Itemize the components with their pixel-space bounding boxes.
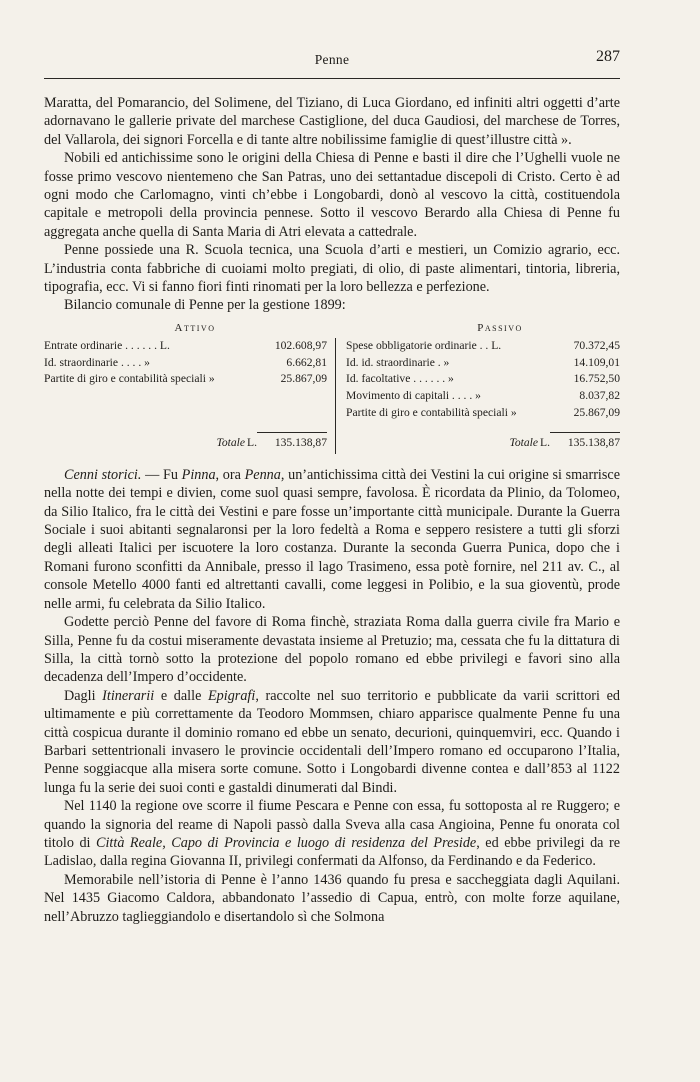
attivo-column [44,338,336,454]
name-penna: Penna [244,466,281,483]
attivo-row-amount: 102.608,97 [274,338,327,352]
page-number: 287 [596,48,620,65]
ancient-name-pinna: Pinna [181,466,216,483]
attivo-row-label: Partite di giro e contabilità speciali » [44,372,215,386]
passivo-total-label: Totale [509,435,539,449]
budget-table [44,319,620,454]
passivo-total [346,432,620,454]
text-run: , raccolte nel suo territorio e pubblicate da varii scrittori ed ultimamente e più correttamente da Teodoro Mommsen, chiaro apparisce qualmente Penne fu una città cospicua durante il dominio romano ed ebbe un senato, decurioni, quinquemviri, ecc. Quando i Barbari settentrionali invasero le provincie occidentali dell’Impero romano ed occuparono l’Italia, Penne soggiacque alla misera sorte comune. Sotto i Longobardi divenne contea e dall’853 al 1122 lunga fu la serie dei suoi conti e gastaldi dinumerati dal Bindi. [44,687,620,796]
passivo-row [346,405,620,422]
passivo-row-amount: 16.752,50 [573,372,620,386]
attivo-total-unit: L. [247,435,257,449]
itinerarii-title: Itinerarii [102,687,155,704]
paragraph-1: Maratta, del Pomarancio, del Solimene, del Tiziano, di Luca Giordano, ed infiniti altri oggetti d’arte adornavano le gallerie private del marchese Castiglione, del duca Gaudiosi, del marchese de Torres, del Vallarola, dei signori Forcella e di tante altre nobilissime famiglie di quest’illustre città ». [44,95,620,148]
budget-column-headers [44,319,620,338]
paragraph-8 [44,797,620,871]
text-run: Dagli [64,687,103,704]
paragraph-3: Penne possiede una R. Scuola tecnica, una Scuola d’arti e mestieri, un Comizio agrario, ecc. L’industria conta fabbriche di cuoiami molto pregiati, di olio, di paste alimentari, tintoria, libreria, tipografia, ecc. Vi si fanno fiori finti rinomati per la loro bellezza e perfezione. [44,242,620,296]
paragraph-cenni-storici [44,466,620,613]
passivo-row [346,388,620,405]
passivo-total-unit: L. [540,435,550,449]
section-lead: Cenni storici. [64,466,142,483]
text-run: , ora [215,466,245,483]
attivo-total [44,432,327,454]
attivo-row-label: Entrate ordinarie . . . . . . L. [44,338,170,352]
passivo-row [346,355,620,372]
attivo-row-amount: 6.662,81 [286,355,327,369]
body-text [44,94,620,926]
passivo-total-amount: 135.138,87 [567,435,620,449]
passivo-row-amount: 8.037,82 [579,389,620,403]
attivo-row [44,371,327,388]
text-run: — Fu [141,466,182,483]
passivo-row-label: Partite di giro e contabilità speciali » [346,406,517,420]
attivo-row-label: Id. straordinarie . . . . » [44,355,150,369]
attivo-row-amount: 25.867,09 [280,372,327,386]
text-run: , un’antichissima città dei Vestini la cui origine si smarrisce nella notte dei tempi e divien, come suol quasi sempre, favolosa. È ricordata da Plinio, da Tolomeo, da Silio Italico, fra le città dei Vestini e pare fosse un’importante città municipale. Durante la Guerra Sociale i suoi abitanti segnalaronsi per la loro fedeltà a Roma e seppero resistere a tutti gli sforzi degli alleati Italici per iscuotere la loro costanza. Durante la seconda Guerra Punica, dopo che i Romani furono sconfitti da Annibale, presso il lago Trasimeno, essa potè fornire, nel 211 av. C., al console Metello 4000 fanti ed altrettanti cavalli, come leggesi in Polibio, e la sua gioventù, prode nelle armi, fu celebrata da Silio Italico. [44,466,620,612]
passivo-row-label: Id. id. straordinarie . » [346,355,450,369]
paragraph-6: Godette perciò Penne del favore di Roma finchè, straziata Roma dalla guerra civile fra Mario e Silla, Penne fu da costui miseramente devastata insieme al Pretuzio; ma, cessata che fu la dittatura di Silla, la città tornò sotto la protezione del popolo romano ed ebbe privilegi e favori sino alla decadenza dell’Impero d’occidente. [44,614,620,686]
paragraph-7 [44,687,620,797]
paragraph-4: Bilancio comunale di Penne per la gestione 1899: [64,297,346,314]
paragraph-9: Memorabile nell’istoria di Penne è l’anno 1436 quando fu presa e saccheggiata dagli Aquilani. Nel 1435 Giacomo Caldora, abbandonato l’assedio di Capua, entrò, con molte forze aquilane, nell’Abruzzo taglieggiandolo e disertandolo sì che Solmona [44,871,620,925]
running-head: Penne [314,52,350,67]
text-run: Nel 1140 la regione ove scorre il fiume Pescara e Penne con essa, fu sottoposta al re Ruggero; e quando la signoria del reame di Napoli passò dalla Sveva alla casa Angioina, Penne fu onorata col titolo di [44,798,620,851]
attivo-total-amount: 135.138,87 [274,435,327,449]
passivo-row-label: Movimento di capitali . . . . » [346,389,481,403]
text-run: , ed ebbe privilegi da re Ladislao, dalla regina Giovanna II, privilegi confermati da Alfonso, da Ferdinando e da Federico. [44,834,621,870]
passivo-row-label: Id. facoltative . . . . . . » [346,372,454,386]
epigrafi-title: Epigrafi [208,687,256,704]
passivo-row [346,371,620,388]
passivo-row-label: Spese obbligatorie ordinarie . . L. [346,338,502,352]
attivo-total-label: Totale [216,435,246,449]
passivo-row-amount: 25.867,09 [573,406,620,420]
page-header [44,48,620,79]
passivo-row-amount: 14.109,01 [573,355,620,369]
attivo-row [44,355,327,372]
honorific-title: Città Reale, Capo di Provincia e luogo di residenza del Preside [96,834,477,851]
passivo-heading: Passivo [477,321,523,334]
attivo-heading: Attivo [174,321,216,334]
attivo-row [44,338,327,355]
passivo-row-amount: 70.372,45 [573,338,620,352]
passivo-row [346,338,620,355]
passivo-column [336,338,620,454]
text-run: e dalle [154,687,209,704]
paragraph-2: Nobili ed antichissime sono le origini della Chiesa di Penne e basti il dire che l’Ughelli vuole ne fosse primo vescovo nientemeno che San Patras, uno dei settantadue discepoli di Cristo. Certo è ad ogni modo che Carlomagno, vinti ch’ebbe i Longobardi, donò al vescovo la città, costituendola capitale e metropoli della provincia pennese. Sotto il vescovo Berardo alla Chiesa di Penne fu aggregata anche quella di Santa Maria di Atri elevata a cattedrale. [44,150,620,240]
